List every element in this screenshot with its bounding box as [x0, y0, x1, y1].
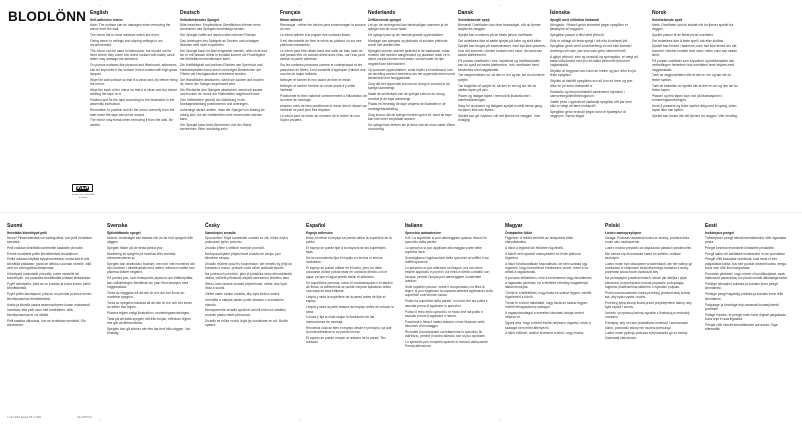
language-heading: Italiano — [405, 223, 423, 229]
instruction-paragraph: Unbedingt darauf achten, dass der Spiegel von Anfang an richtig sitzt, da der Haftstreifen nicht verschoben werden kann. — [180, 108, 265, 121]
language-heading: Français — [280, 10, 301, 16]
section-subtitle: Self-adhesive mirror — [90, 17, 123, 22]
fold-mark — [500, 5, 501, 6]
section-subtitle: Öntapadós tükör — [505, 230, 533, 235]
instruction-paragraph: Plaats en bevestig de tape volgens de illustratie in de montagehandleiding. — [368, 102, 446, 111]
instruction-paragraph: Stěnu, kam budete zrcadlo připevňovat, otřete, aby byla čistá a suchá. — [205, 282, 287, 291]
instruction-paragraph: Recuerda colocar bien el espejo desde el principio, ya que la cinta adhesiva no se puede mover. — [306, 325, 392, 334]
instruction-paragraph: A tükröt nem ajánlott mennyezetre és ferde plafonra rögzíteni. — [505, 251, 581, 260]
language-heading: Deutsch — [180, 10, 200, 16]
instruction-paragraph: Placer og fastgør tapen i henhold til illustrationen i samlevejledningen. — [458, 93, 531, 103]
instruction-paragraph: Töröld le a falfelületet, hogy tiszta és száraz legyen, mielőtt rögzítenéd a tükröt. — [505, 290, 592, 300]
language-section-français — [280, 10, 368, 124]
instruction-paragraph: The mirror may break when removing it from the wall. Be careful. — [90, 118, 173, 127]
instruction-paragraph: The mirror can be used in bathrooms, but should not be fixed where they come into direct contact with water, since water may damage the adhesive. — [90, 48, 175, 62]
instruction-paragraph: Remarque : retirer les miroirs peut endommager la surface du mur. — [280, 22, 366, 31]
language-section-suomi — [7, 223, 95, 329]
instruction-paragraph: Spegeln kan gå sönder när den tas bort från väggen. Var försiktig. — [107, 327, 190, 336]
instruction-paragraph: På porøse overflader, f.eks. krydsfiner og træfiberplader, kan du opnå en bedre klæbeevne, hvis overfladen først behandles med højglanslak. — [458, 58, 541, 72]
instruction-paragraph: Sconsigliamo l'applicazione dello specchio al soffitto o sui soffitti spioventi. — [405, 255, 489, 265]
instruction-paragraph: Nie zaleca się mocowania lustra do sufitów i sufitów skośnych. — [605, 251, 681, 260]
instruction-paragraph: Pyyhi peilin taustapuoli, jotta se on puhdas ja kuiva ennen kiinnitysnauhan kiinnittämistä. — [7, 292, 92, 301]
instruction-paragraph: Le miroir peut se briser au moment de le retirer du mur. Soyez prudent. — [280, 114, 361, 123]
instruction-paragraph: Sur les surfaces poreuses comme le contreplaqué et les panneaux de fibres, il est conseillé d'appliquer d'abord une couche de laque brillante. — [280, 63, 366, 76]
instruction-paragraph: Strjúktu af bakhlið spegilsins svo að hún sé hrein og þurr áður en þú setur límbandið á. — [550, 79, 633, 88]
instruction-paragraph: Nota: Al retirar el espejo se puede dañar la superficie de la pared. — [306, 235, 392, 244]
instruction-paragraph: Peiliä voidaan käyttää kylpyhuoneessa, mutta sitä ei tule kiinnittää paikkaan, jossa se altistuu suoraan vedelle, sillä vesi voi vahingoittaa liimapintaa. — [7, 257, 92, 271]
instruction-paragraph: No se recomienda fijar el espejo en techos ni techos inclinados. — [306, 255, 383, 265]
instruction-paragraph: Otřete zadní stranu zrcadla, aby byla čistá a suchá. — [205, 292, 280, 297]
instruction-paragraph: Pühkige seinapind puhtaks ja kuivaks enne peegli kinnitamist. — [705, 282, 778, 291]
section-subtitle: Itsestään kiinnittyvä peili — [7, 230, 48, 235]
language-heading: Česky — [205, 223, 220, 229]
instruction-paragraph: Pidage meeles, et peegel tuleb kohe õigesti paigaldada, kuna teipi ei saa liigutada. — [705, 312, 787, 321]
instruction-paragraph: Na porowatych powierzchniach, takich jak sklejka i płyta pilśniowa, przyczepność można poprawić, pokrywając najpierw powierzchnię lakierem o wysokim połysku. — [605, 276, 687, 289]
instruction-paragraph: Lustro może pęknąć podczas zdejmowania go ze ściany. Zachowaj ostrożność. — [605, 331, 688, 340]
page-divider — [0, 212, 802, 213]
instruction-paragraph: Bemærk! Overfladen kan blive beskadiget, når du fjerner spejlet fra væggen. — [458, 22, 541, 31]
fold-mark — [100, 420, 101, 421]
instruction-paragraph: Peili saattaa rikkoutua, kun se irrotetaan seinästä. Ole varovainen. — [7, 318, 86, 327]
language-section-svenska — [107, 223, 195, 337]
instruction-paragraph: Der Spiegel kann beim Abnehmen von der Wand zerbrechen. Bitte vorsichtig sein! — [180, 122, 252, 132]
language-heading: Dansk — [458, 10, 474, 16]
instruction-paragraph: Spegeln fäster på de flesta jämna ytor. — [107, 245, 164, 250]
instruction-paragraph: Spegillinn passar á flest slétt yfirborð. — [550, 32, 605, 37]
instruction-paragraph: De spiegel kan breken als je deze van de muur haalt. Wees voorzichtig. — [368, 122, 455, 132]
instruction-paragraph: Das Anbringen des Spiegels an Decken und schrägen Wänden wird nicht empfohlen. — [180, 38, 259, 47]
instruction-paragraph: Spegillinn getur verið á baðherbergi en má ekki komast í snertingu við vatn, þar sem vatn getur skemmt límið. — [550, 44, 633, 53]
instruction-paragraph: Op poreuze oppervlakken, zoals triplex en hardboard, kan de hechting worden verbeterd als het oppervlak eerst wordt behandeld met hoogglanslak. — [368, 67, 455, 81]
section-subtitle: Selvklæbende spejl — [458, 17, 490, 22]
instruction-paragraph: Poorsetel pindadel, nagu vineer või puitkiudplaat, saab nakkuvust parandada, kui pinda esmalt läikelakiga katta. — [705, 271, 788, 281]
instruction-paragraph: Lo specchio si può applicare alla maggior parte delle superfici lisce. — [405, 245, 482, 254]
instruction-paragraph: Notera: Underlaget kan skadas när du tar bort spegeln från väggen. — [107, 235, 194, 244]
instruction-paragraph: Aseta ja kiinnitä nauha asennusohjeen kuvan mukaisesti. — [7, 302, 91, 307]
instruction-paragraph: Speilet passer til de fleste jevne overflater. — [652, 32, 714, 37]
instruction-paragraph: A tükör eltörhet, amikor leveszed a falról. Légy óvatos. — [505, 331, 585, 336]
instruction-paragraph: Gættu þess í upphafi að staðsetja spegilinn rétt þar sem ekki er hægt að færa límbandið. — [550, 99, 632, 108]
fold-mark — [300, 420, 301, 421]
instruction-paragraph: En superficies porosas, como el contrachapado o el tablero de fibras, la adherencia se puede mejorar aplicando antes una capa de laca brillante. — [306, 280, 393, 294]
instruction-paragraph: Na porézních površích, jako je překližka nebo dřevovláknitá deska, můžete přilnavost zlepšit nanesením lesklého laku. — [205, 271, 292, 281]
instruction-paragraph: Zorg ervoor dat de spiegel meteen goed zit, want de tape kan niet meer verplaatst worden. — [368, 112, 452, 121]
section-subtitle: Miroir adhésif — [280, 17, 303, 22]
instruction-paragraph: Pühkige peegli tagakülg puhtaks ja kuivaks enne teibi kinnitamist. — [705, 292, 784, 301]
language-heading: Norsk — [652, 10, 667, 16]
instruction-paragraph: Nedoporučujeme připevňovat zrcadlo ke stropu (ani šikmému stropu). — [205, 251, 281, 260]
instruction-paragraph: Peegel kinnitub enamikele ühtlastele pindadele. — [705, 245, 775, 250]
instruction-paragraph: Kiinnitystä huokoisille pinnoille, kuten vanerille tai kuitulevylle, voi parantaa siveltämällä pintaan kiiltolakkaa. — [7, 271, 91, 281]
instruction-paragraph: Maak de achterkant van de spiegel schoon en droog voordat je de tape aanbrengt. — [368, 92, 445, 101]
instruction-paragraph: Umístěte a nalepte pásku podle obrázku v montážním návodu. — [205, 298, 284, 307]
instruction-paragraph: Montage van spiegels op plafonds of schuine plafonds wordt niet aanbevolen. — [368, 38, 448, 47]
instruction-paragraph: Posiziona e fissa il nastro adesivo come illustrato nelle istruzioni di montaggio. — [405, 319, 485, 328]
section-subtitle: Självhäftande spegel — [107, 230, 141, 235]
instruction-paragraph: Peegli lakke või kaldlakke kinnitamine ei ole soovitatav. — [705, 251, 786, 256]
instruction-paragraph: El espejo se puede utilizar en el baño, pero no debe colocarse donde pueda estar en contacto directo con el agua, ya que el agua puede dañar el adhesivo. — [306, 266, 388, 279]
instruction-paragraph: Pulisci il retro dello specchio, in modo che sia pulito e asciutto prima di applicare il nastro. — [405, 309, 483, 318]
instruction-paragraph: Der Spiegel kann im Bad eingesetzt werden, aber nicht dort, wo er mit Wasser direkt in Kontakt kommt, da Feuchtigkeit die Klebefläche beeinflussen kann. — [180, 48, 268, 62]
section-subtitle: Samolepicí zrcadlo — [205, 230, 236, 235]
instruction-paragraph: Umieść i przymocuj taśmę zgodnie z ilustracją w instrukcji montażu. — [605, 311, 690, 320]
instruction-paragraph: Sørg for at placere og fastgøre spejlet korrekt første gang, da tapen ikke kan flyttes. — [458, 104, 543, 113]
language-heading: Suomi — [7, 223, 23, 229]
instruction-paragraph: Le miroir peut être utilisé dans une salle de bain mais ne doit jamais être en contact direct avec l'eau, car l'eau peut abîmer la partie adhésive. — [280, 48, 365, 62]
instruction-paragraph: Pulisci la superficie della parete, in modo che sia pulita e asciutta prima di applicare lo specchio. — [405, 299, 488, 308]
instruction-paragraph: Nettoyer et sécher le mur avant de fixer le miroir. — [280, 77, 352, 82]
instruction-paragraph: Let op: de ondergrond kan beschadigen wanneer je de spiegel van de muur haalt. — [368, 22, 448, 31]
instruction-paragraph: Nettoyer et sécher l'arrière du miroir avant d'y coller l'adhésif. — [280, 83, 356, 92]
instruction-paragraph: Tørk av veggoverflaten slik at den er ren og tørr før du fester speilet. — [652, 73, 732, 82]
language-section-dansk — [458, 10, 546, 124]
instruction-paragraph: Tør bagsiden af spejlet af, så den er ren og tør, før du sætter tapen på den. — [458, 83, 537, 92]
instruction-paragraph: Speilet kan brukes i baderom, men bør ikke festes der det kommer i direkte kontakt med vann, siden vann kan skade limet. — [652, 44, 738, 58]
product-title: BLODLÖNN — [8, 9, 87, 24]
instruction-paragraph: Emme suosittele peilin kiinnittämistä vinokattoon. — [7, 251, 79, 256]
instruction-paragraph: Ricordati di posizionare correttamente lo specchio fin dall'inizio, perché il nastro adesivo non si può spostare. — [405, 329, 486, 339]
document-code: AA-2XXXXX-1 — [77, 416, 93, 419]
language-section-english — [90, 10, 178, 129]
instruction-paragraph: Spegillinn getur brotnað þegar hann er fjarlægður af veggnum. Sýndu aðgát. — [550, 109, 626, 119]
instruction-paragraph: Lo specchio si può utilizzare nel bagno, ma non deve essere applicato in punti in cui entra a diretto contatto con l'acqua, perché l'acqua può danneggiare il materiale adesivo. — [405, 266, 490, 283]
language-heading: Svenska — [107, 223, 128, 229]
section-subtitle: Spegill með viðloðna límbandi — [550, 17, 599, 22]
instruction-paragraph: Zrcadlo se může rozbít, když jej sundáváte ze zdi. Buďte opatrní. — [205, 318, 288, 327]
instruction-paragraph: A ragasztószalagot a szerelési útmutató ábrája szerint helyezd el. — [505, 311, 584, 320]
instruction-paragraph: Huom! Pintamateriaali voi vahingoittua, kun peili irrotetaan seinästä. — [7, 235, 93, 244]
instruction-paragraph: Die Rückseite des Spiegels abwischen, damit sie sauber und trocken ist, bevor der Haftstreifen angebracht wird. — [180, 87, 263, 97]
instruction-paragraph: Montering av spegeln på innertak eller snedtak rekommenderas ej. — [107, 251, 176, 260]
instruction-paragraph: Tänk på att sätta spegeln rätt från början, eftersom tejpen inte går att återanvända. — [107, 317, 191, 326]
instruction-paragraph: Det anbefales ikke at sætte spejlet på lofter og skrå lofter. — [458, 38, 542, 43]
instruction-paragraph: Przetrzyj tylną stronę lustra przed przyklejeniem taśmy, aby była czysta i sucha. — [605, 300, 692, 310]
language-section-español — [306, 223, 394, 346]
instruction-paragraph: Die Haftfähigkeit auf porösen Flächen wie Sperrholz und Hartfaserplatten kann durch vorheriges Bestreichen der Fläche mit Hochglanzlack verbessert werden. — [180, 63, 263, 76]
instruction-paragraph: Staðsettu og festu límbandið samkvæmt myndinni í samsetningarleiðbeiningunum. — [550, 89, 625, 98]
language-section-norsk — [652, 10, 740, 120]
fold-mark — [300, 5, 301, 6]
instruction-paragraph: Athugaðu: Yfirborð getur skemmst þegar spegillinn er fjarlægður af veggnum. — [550, 22, 628, 31]
instruction-paragraph: Zorg dat het oppervlak schoon en droog is voordat je de spiegel aanbrengt. — [368, 82, 450, 91]
language-heading: Nederlands — [368, 10, 396, 16]
instruction-paragraph: The mirror fits to most surfaces which are even. — [90, 32, 160, 37]
instruction-paragraph: Upozornění: Když sundáváte zrcadlo ze zdi, může dojít k poškození jejího povrchu. — [205, 235, 289, 244]
instruction-paragraph: Töröld le a tükör hátoldalát, hogy tiszta és száraz legyen, mielőtt felragasztod a szalagot. — [505, 300, 589, 310]
instruction-paragraph: Figyelem: A felület sérülhet az öntapadós tükör eltávolításakor. — [505, 235, 574, 244]
instruction-paragraph: Sulle superfici porose, come il compensato o la fibra di legno, si può migliorare la capacità adesiva applicando sulla superficie una vernice lucida. — [405, 284, 493, 298]
instruction-paragraph: Spiegels kunnen worden gebruikt in de badkamer, maar moeten niet worden aangebracht op plaatsen waar ze in direct contact komen met water, omdat water de lijm negatief kan beïnvloeden. — [368, 48, 451, 66]
instruction-paragraph: A porózus felületeken, mint a furnérlemez vagy farostlemez, a ragasztás javítható, ha a felületet előzőleg magasfényű lakkal bevonják. — [505, 276, 593, 289]
instruction-paragraph: Tørk av baksiden av speilet slik at den er ren og tørr før du fester tapen. — [652, 83, 738, 92]
language-section-eesti — [705, 223, 793, 333]
section-subtitle: Specchio autoadesivo — [405, 230, 441, 235]
instruction-paragraph: Lustro może być stosowane w łazienkach, ale nie należy go montować w miejscach bezpośredniego kontaktu z wodą, ponieważ woda może uszkodzić klej. — [605, 261, 693, 275]
instruction-paragraph: Spejlet kan bruges på badeværelser, men bør ikke placeres, hvor det kommer i direkte kontakt med vand, da vand kan skade klæbeevnen. — [458, 44, 546, 58]
section-subtitle: Zelfklevende spiegel — [368, 17, 402, 22]
instruction-paragraph: Husk å plassere og feste speilet riktig med én gang, siden tapen ikke kan flyttes. — [652, 104, 737, 113]
instruction-paragraph: Peegel võib seinalt eemaldamisel puruneda. Olge ettevaatlik. — [705, 322, 778, 332]
instruction-paragraph: Le miroir adhère à la plupart des surfaces lisses. — [280, 32, 351, 37]
instruction-paragraph: Die Wandfläche abwischen, damit sie sauber und trocken ist, wenn der Spiegel angebracht wird. — [180, 77, 264, 87]
instruction-paragraph: Nezapomeňte zrcadlo správně umístit hned od začátku, protože pásku nelze přesunout. — [205, 308, 287, 317]
instruction-paragraph: Speilet kan knuse når det fjernes fra veggen. Vær forsiktig. — [652, 114, 738, 119]
logo-caption: Design and Quality IKEA of Sweden — [71, 194, 94, 199]
instruction-paragraph: Uwaga: Podczas usuwania lustra ze ściany, powierzchnia może ulec uszkodzeniu. — [605, 235, 690, 244]
instruction-paragraph: Á gljúpt yfirborð, eins og krossvið og spónaplötu, er hægt að bæta viðloðunina með því að lakka yfirborðið fyrst með háglanslakki. — [550, 54, 638, 68]
instruction-paragraph: Il est déconseillé de fixer le miroir au plafond ou sur des plafonds mansardés. — [280, 38, 362, 47]
instruction-paragraph: Tähelepanu: peegli seinalt eemaldamine võib vigastada pinda. — [705, 235, 787, 244]
instruction-paragraph: Torka av spegelns baksida så att den är ren och torr innan du sätter fast tejpen. — [107, 300, 192, 310]
instruction-paragraph: Merk: Overflaten kan bli skadet når du fjerner speilet fra veggen. — [652, 22, 734, 31]
instruction-paragraph: Den Haftstreifen gemäß der Abbildung in der Montageanleitung positionieren und anbringen. — [180, 98, 249, 107]
instruction-paragraph: Note: The surface can be damaged when removing the mirror from the wall. — [90, 22, 171, 31]
instruction-paragraph: De spiegel past op de meeste gladde oppervlakken. — [368, 32, 444, 37]
instruction-paragraph: Assurez-vous de bien positionner le miroir dès le départ car l'adhésif ne peut plus être déplacé. — [280, 104, 367, 113]
instruction-paragraph: På porøse overflater som kryssfiner og trefiberplater kan vedheftingen forbedres hvis overflaten først strykes med høyglanslakk. — [652, 58, 735, 72]
fold-mark — [100, 5, 101, 6]
instruction-paragraph: Bitte beachten: Empfindliche Oberflächen können beim Abnehmen des Spiegels beschädigt werden. — [180, 22, 261, 31]
instruction-paragraph: Limpia y seca la superficie de la pared antes de fijar el espejo. — [306, 295, 386, 304]
instruction-paragraph: On porous surfaces like plywood and fiberboard, adhesives can be improved if the surface is first coated with high gloss lacquer. — [90, 63, 178, 76]
language-heading: Magyar — [505, 223, 523, 229]
instruction-paragraph: Det anbefales ikke å feste speil i tak eller skråtak. — [652, 38, 725, 43]
instruction-paragraph: Pamiętaj, aby od razu prawidłowo umieścić i zamocować lustro, ponieważ taśmy nie można przesunąć. — [605, 321, 689, 330]
instruction-paragraph: N.B. La superficie si può danneggiare quando rimuovi lo specchio dalla parete. — [405, 235, 487, 244]
instruction-paragraph: Position and fix the tape according to the illustration in the assembly instruction. — [90, 98, 175, 107]
section-subtitle: Isekleepuv peegel — [705, 230, 735, 235]
instruction-paragraph: Coloca y fija la cinta según la ilustración de las instrucciones de montaje. — [306, 315, 375, 324]
instruction-paragraph: Varmista, että peili osuu heti kohdalleen, sillä kiinnitysnauhaa ei voi siirtää. — [7, 308, 73, 317]
instruction-paragraph: Peeglit võib kasutada vannitoas, kuid seda ei tohi paigaldada kohta, kus see puutub otseselt kokku veega, kuna vesi võib liimi kahjustada. — [705, 257, 787, 271]
language-section-polski — [605, 223, 693, 342]
instruction-paragraph: Ekki er ráðlagt að festa spegil í loft eða á hallandi loft. — [550, 38, 629, 43]
instruction-paragraph: Fixing mirror to ceilings and sloping ceilings is not recommended. — [90, 38, 163, 47]
section-subtitle: Selvklebende speil — [652, 17, 683, 22]
language-heading: English — [90, 10, 109, 16]
instruction-paragraph: Zrcadlo přilne k většině rovných povrchů. — [205, 245, 265, 250]
instruction-paragraph: Paigutage ja kinnitage teip vastavalt koostejuhendi joonisele. — [705, 302, 779, 311]
instruction-paragraph: A tükör a legtöbb sík felületre rögzíthető. — [505, 245, 565, 250]
language-section-íslenska — [550, 10, 638, 120]
instruction-paragraph: Tør vægoverfladen af, så den er ren og tør, før du monterer spejlet. — [458, 73, 545, 82]
instruction-paragraph: Positionner et fixer l'adhésif conformément à l'illustration de la notice de montage. — [280, 93, 367, 103]
instruction-paragraph: Lo specchio può rompersi quando lo rimuovi dalla parete. Presta attenzione. — [405, 340, 489, 349]
instruction-paragraph: Ügyelj arra, hogy a tükröt elsőre helyesen rögzítsd, mivel a szalagot nem lehet áthelyezni. — [505, 321, 591, 330]
instruction-paragraph: Der Spiegel haftet auf nahezu allen ebenen Flächen. — [180, 32, 257, 37]
instruction-paragraph: Spejlet kan gå i stykker, når det fjernes fra væggen. Vær forsigtig. — [458, 114, 541, 123]
language-section-italiano — [405, 223, 493, 350]
instruction-paragraph: A tükör fürdőszobában használható, de nem szabad úgy rögzíteni, hogy közvetlenül érintkezzen vízzel, mivel a víz árthat a ragasztónak. — [505, 261, 589, 275]
language-section-nederlands — [368, 10, 456, 133]
instruction-paragraph: Torka av väggytan så att den är ren och torr innan du monterar spegeln. — [107, 290, 185, 300]
ikea-logo — [72, 184, 93, 192]
instruction-paragraph: Placera tejpen enligt illustration i monteringsanvisningen. — [107, 311, 191, 316]
section-subtitle: Espejo adhesivo — [306, 230, 333, 235]
instruction-paragraph: El espejo se puede romper al retirarlo de la pared. Ten cuidado. — [306, 335, 386, 345]
instruction-paragraph: Wipe the wall surface so that it is clean and dry before fixing the mirror. — [90, 77, 178, 87]
language-heading: Polski — [605, 223, 620, 229]
language-heading: Eesti — [705, 223, 717, 229]
instruction-paragraph: Remember to position and fix the mirror correctly from the start since the tape cannot be moved. — [90, 108, 175, 117]
instruction-paragraph: På porösa ytor, som exempelvis plywood och träfiberplatta, kan vidhäftningen förbättras om ytan först bestryks med högglanslack. — [107, 276, 194, 289]
section-subtitle: Lustro samoprzylepne — [605, 230, 642, 235]
instruction-paragraph: Strjúktu af veggnum svo hann sé hreinn og þurr áður en þú festir spegilinn. — [550, 69, 637, 78]
ikea-logo-text: IKEA — [76, 184, 89, 191]
instruction-paragraph: Peili voidaan kiinnittää useimmille tasaisille pinnoille. — [7, 245, 84, 250]
language-section-magyar — [505, 223, 593, 337]
language-heading: Español — [306, 223, 326, 229]
instruction-paragraph: Spegeln kan användas i badrum, men bör inte monteras där den kommer i direktkontakt med vatten, eftersom vatten kan påverka klistret negativt. — [107, 261, 195, 275]
language-heading: Íslenska — [550, 10, 570, 16]
instruction-paragraph: El espejo se puede fijar a la mayoría de las superficies lisas. — [306, 245, 386, 254]
instruction-paragraph: Lustro można przykleić do większości płaskich powierzchni. — [605, 245, 693, 250]
instruction-paragraph: Plasser og fest tapen som vist på illustrasjonen i monteringsanvisningen. — [652, 93, 723, 103]
instruction-paragraph: Przed zamocowaniem lustra przetrzyj powierzchnię ściany tak, aby była czysta i sucha. — [605, 290, 691, 300]
section-subtitle: Selbstklebender Spiegel — [180, 17, 220, 22]
instruction-paragraph: Zrcadlo můžete použít v koupelnách, ale nemělo by přijít do kontaktu s vodou, protože voda může poškodit lepidlo. — [205, 261, 293, 271]
language-section-deutsch — [180, 10, 268, 133]
fold-mark — [500, 420, 501, 421]
instruction-paragraph: Wipe the back of the mirror so that it is clean and dry before sticking the tape on it. — [90, 87, 178, 97]
instruction-paragraph: Pyyhi seinäpinta, jotta se on puhdas ja kuiva ennen peilin kiinnittämistä. — [7, 282, 91, 291]
instruction-paragraph: Spejlet kan monteres på de fleste jævne overflader. — [458, 32, 534, 37]
language-section-česky — [205, 223, 293, 329]
instruction-paragraph: Limpia y seca la parte trasera del espejo antes de colocar la cinta. — [306, 305, 394, 314]
copyright: © Inter IKEA Systems B.V. 2020 — [7, 416, 41, 419]
